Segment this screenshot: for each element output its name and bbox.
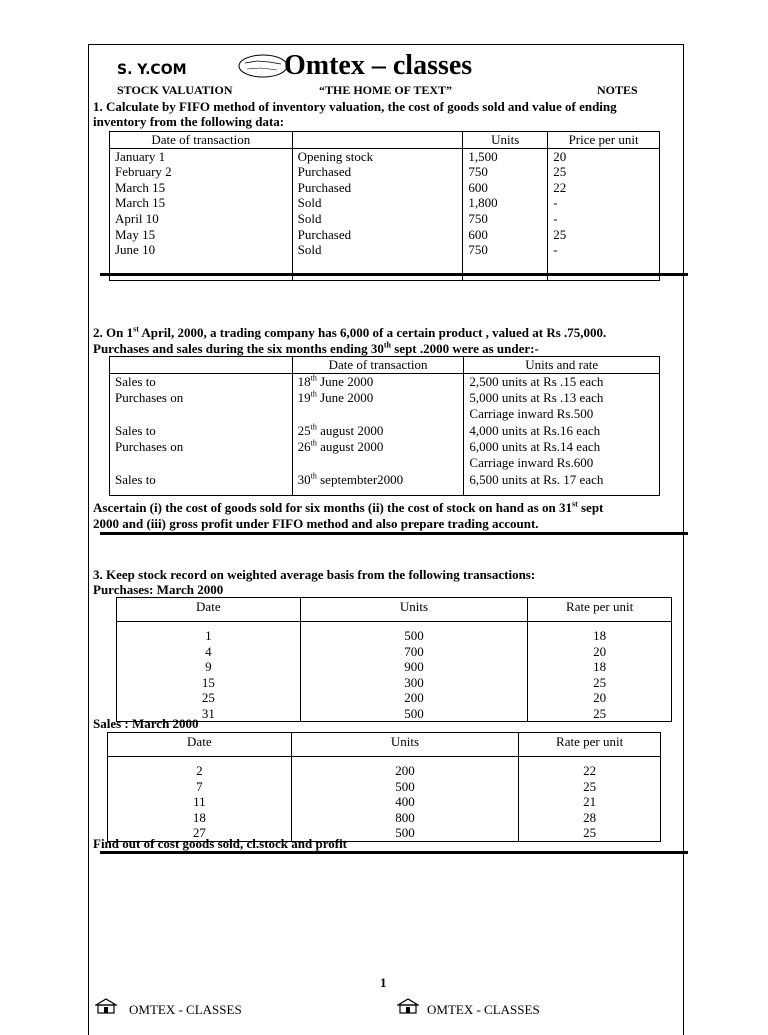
table-cell: Purchased: [292, 164, 463, 180]
superscript: th: [310, 422, 317, 432]
table-cell: 22: [548, 180, 660, 196]
table-cell: 1: [117, 622, 301, 644]
table-cell: 1,500: [463, 148, 548, 164]
table-row: [110, 439, 660, 471]
table-cell: March 15: [110, 195, 293, 211]
day: 26: [297, 439, 311, 455]
units-line: Carriage inward Rs.600: [469, 454, 594, 470]
sales-table: [107, 732, 661, 842]
subject-label: STOCK VALUATION: [117, 83, 233, 97]
table-row: [110, 148, 660, 164]
column-header: Units: [300, 598, 528, 622]
column-header: Date: [117, 598, 301, 622]
q3-footer: Find out of cost goods sold, cl.stock and profit: [93, 836, 348, 851]
table-row: [110, 227, 660, 243]
table-cell: 20: [548, 148, 660, 164]
q2-table: [109, 356, 660, 496]
table-row: [117, 622, 672, 644]
table-cell: 27: [108, 825, 292, 841]
day: 19: [297, 390, 311, 406]
table-cell: 800: [291, 810, 519, 826]
table-cell: 900: [300, 659, 528, 675]
table-cell: Sales to: [110, 472, 293, 496]
date-rest: June 2000: [316, 390, 374, 406]
table-header-row: [108, 733, 661, 757]
table-cell: Sold: [292, 195, 463, 211]
day: 18: [297, 374, 311, 390]
column-header: Units: [463, 132, 548, 149]
units-line: Carriage inward Rs.500: [469, 406, 594, 422]
table-cell: Purchased: [292, 227, 463, 243]
table-cell: 18: [528, 622, 672, 644]
footer-brand-left: OMTEX - CLASSES: [129, 1002, 242, 1017]
table-row: [108, 810, 661, 826]
table-cell: 500: [291, 825, 519, 841]
table-cell: 1,800: [463, 195, 548, 211]
table-cell: Sold: [292, 242, 463, 280]
table-cell: 7: [108, 779, 292, 795]
superscript: st: [571, 499, 578, 509]
superscript: th: [310, 373, 317, 383]
table-row: [110, 423, 660, 439]
table-cell: 500: [300, 622, 528, 644]
footer-brand-right: OMTEX - CLASSES: [427, 1002, 540, 1017]
table-cell: [292, 390, 464, 422]
date-rest: June 2000: [316, 374, 374, 390]
table-row: [117, 659, 672, 675]
table-row: [110, 195, 660, 211]
section-divider: [100, 851, 688, 854]
units-line: 4,000 units at Rs.16 each: [469, 422, 601, 438]
q1-table: [109, 131, 660, 281]
table-row: [110, 211, 660, 227]
table-cell: 28: [519, 810, 661, 826]
table-row: [110, 180, 660, 196]
table-cell: 400: [291, 794, 519, 810]
table-cell: 200: [291, 757, 519, 779]
page-number: 1: [380, 975, 387, 990]
table-row: [108, 794, 661, 810]
column-header: Price per unit: [548, 132, 660, 149]
table-cell: [464, 423, 660, 439]
sales-title: Sales : March 2000: [93, 716, 199, 731]
table-cell: 4: [117, 644, 301, 660]
superscript: st: [133, 324, 139, 334]
table-cell: 31: [117, 706, 301, 722]
column-header: Date of transaction: [292, 357, 464, 374]
table-cell: 15: [117, 675, 301, 691]
table-cell: 25: [519, 825, 661, 841]
table-cell: Opening stock: [292, 148, 463, 164]
table-cell: 25: [117, 690, 301, 706]
date-rest: august 2000: [316, 439, 384, 455]
q2-footer-line2: 2000 and (iii) gross profit under FIFO method and also prepare trading account.: [93, 516, 539, 531]
omtex-logo-icon: [237, 51, 289, 81]
table-cell: February 2: [110, 164, 293, 180]
table-cell: Sold: [292, 211, 463, 227]
q2-text-part: April, 2000, a trading company has 6,000 of a certain product , valued at Rs .75,000.: [138, 325, 607, 340]
table-row: [117, 644, 672, 660]
table-cell: -: [548, 195, 660, 211]
column-header: [292, 132, 463, 149]
table-cell: 11: [108, 794, 292, 810]
column-header: Date: [108, 733, 292, 757]
table-header-row: [110, 357, 660, 374]
purchases-table: [116, 597, 672, 722]
table-cell: Purchases on: [110, 390, 293, 422]
day: 30: [297, 471, 311, 487]
table-cell: -: [548, 242, 660, 280]
table-cell: April 10: [110, 211, 293, 227]
q2-text-part: sept: [577, 500, 604, 515]
table-cell: 20: [528, 690, 672, 706]
table-cell: 18: [108, 810, 292, 826]
table-cell: June 10: [110, 242, 293, 280]
units-line: 6,500 units at Rs. 17 each: [469, 471, 604, 487]
table-header-row: [117, 598, 672, 622]
table-cell: 700: [300, 644, 528, 660]
superscript: th: [383, 340, 391, 350]
table-row: [110, 390, 660, 422]
table-cell: January 1: [110, 148, 293, 164]
table-cell: 22: [519, 757, 661, 779]
q2-text-part: Ascertain (i) the cost of goods sold for six months (ii) the cost of stock on hand as on 31: [93, 500, 572, 515]
day: 25: [297, 422, 311, 438]
q1-text-line1: 1. Calculate by FIFO method of inventory valuation, the cost of goods sold and value of ending: [93, 99, 617, 114]
table-cell: 600: [463, 227, 548, 243]
table-cell: Sales to: [110, 423, 293, 439]
q2-text-line1: [93, 325, 606, 341]
course-label: S. Y.COM: [117, 62, 187, 78]
column-header: Units: [291, 733, 519, 757]
table-cell: 25: [528, 706, 672, 722]
table-cell: [292, 439, 464, 471]
house-icon: [397, 998, 419, 1014]
table-row: [108, 757, 661, 779]
table-cell: March 15: [110, 180, 293, 196]
table-cell: [464, 439, 660, 471]
purchases-title: Purchases: March 2000: [93, 582, 224, 597]
table-row: [117, 706, 672, 722]
column-header: [110, 357, 293, 374]
table-cell: 200: [300, 690, 528, 706]
q3-text-line1: 3. Keep stock record on weighted average basis from the following transactions:: [93, 567, 536, 582]
q2-footer-line1: [93, 500, 603, 516]
q2-text-part: sept .2000 were as under:-: [391, 341, 539, 356]
table-cell: [464, 472, 660, 496]
q2-text-part: 2. On 1: [93, 325, 134, 340]
units-line: 6,000 units at Rs.14 each: [469, 439, 601, 455]
column-header: Units and rate: [464, 357, 660, 374]
table-cell: -: [548, 211, 660, 227]
q2-text-part: Purchases and sales during the six months ending 30: [93, 341, 384, 356]
table-cell: Sales to: [110, 374, 293, 391]
superscript: th: [310, 438, 317, 448]
date-rest: august 2000: [316, 422, 384, 438]
table-cell: [292, 472, 464, 496]
table-cell: May 15: [110, 227, 293, 243]
column-header: Date of transaction: [110, 132, 293, 149]
table-cell: 2: [108, 757, 292, 779]
column-header: Rate per unit: [528, 598, 672, 622]
table-row: [117, 690, 672, 706]
notes-label: NOTES: [597, 83, 638, 97]
table-header-row: [110, 132, 660, 149]
section-divider: [100, 273, 688, 276]
table-cell: 300: [300, 675, 528, 691]
table-cell: 25: [548, 164, 660, 180]
column-header: Rate per unit: [519, 733, 661, 757]
table-cell: 500: [300, 706, 528, 722]
table-row: [110, 164, 660, 180]
table-cell: 9: [117, 659, 301, 675]
table-cell: 25: [519, 779, 661, 795]
tagline: “THE HOME OF TEXT”: [319, 83, 453, 97]
table-row: [108, 779, 661, 795]
house-icon: [95, 998, 117, 1014]
units-line: 5,000 units at Rs .13 each: [469, 390, 604, 406]
table-cell: [292, 423, 464, 439]
table-cell: 600: [463, 180, 548, 196]
table-cell: 500: [291, 779, 519, 795]
table-cell: 25: [548, 227, 660, 243]
table-row: [110, 472, 660, 496]
section-divider: [100, 532, 688, 535]
table-cell: Purchases on: [110, 439, 293, 471]
table-cell: 750: [463, 242, 548, 280]
table-row: [110, 374, 660, 391]
table-cell: Purchased: [292, 180, 463, 196]
table-cell: [464, 374, 660, 391]
q1-text-line2: inventory from the following data:: [93, 114, 285, 129]
superscript: th: [310, 390, 317, 400]
table-cell: [292, 374, 464, 391]
table-cell: 20: [528, 644, 672, 660]
logo-title: Omtex – classes: [284, 50, 473, 81]
table-cell: 25: [528, 675, 672, 691]
table-cell: 18: [528, 659, 672, 675]
superscript: th: [310, 471, 317, 481]
table-cell: [464, 390, 660, 422]
table-cell: 750: [463, 164, 548, 180]
table-row: [117, 675, 672, 691]
units-line: 2,500 units at Rs .15 each: [469, 374, 604, 390]
table-cell: 750: [463, 211, 548, 227]
q2-text-line2: [93, 341, 539, 357]
table-cell: 21: [519, 794, 661, 810]
date-rest: septembter2000: [316, 471, 404, 487]
